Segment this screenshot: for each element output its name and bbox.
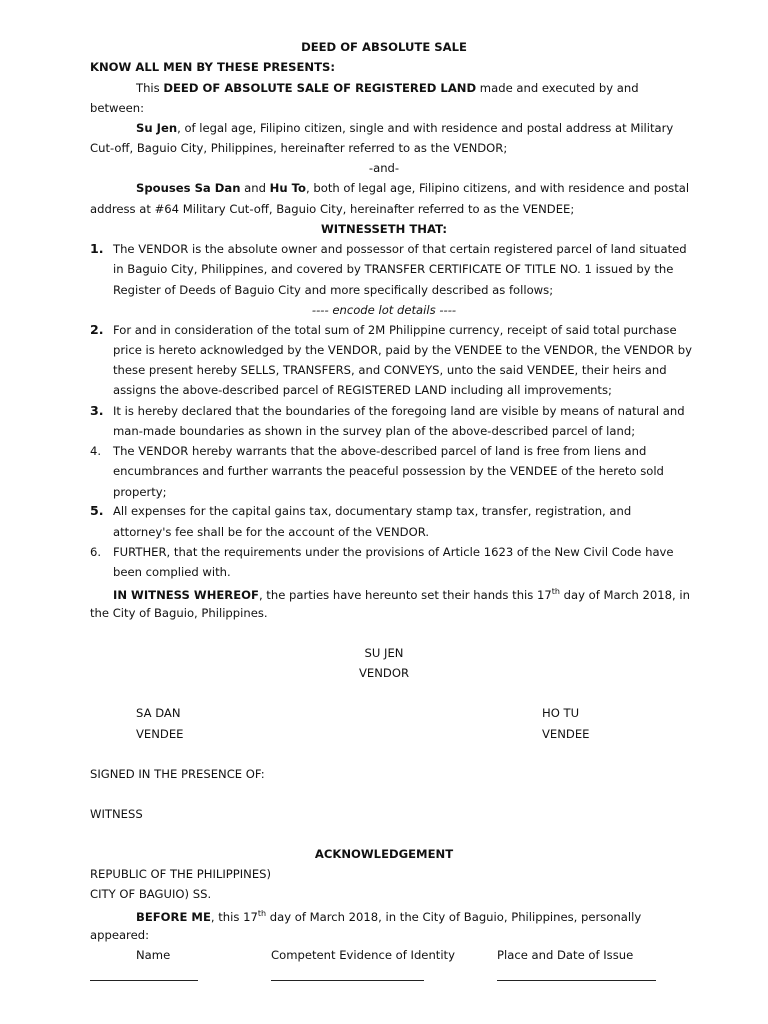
clause-line: All expenses for the capital gains tax, documentary stamp tax, transfer, registration, and (113, 504, 632, 518)
lot-details-placeholder: ---- encode lot details ---- (311, 303, 457, 317)
document-title: DEED OF ABSOLUTE SALE (301, 40, 467, 54)
clause-line: property; (113, 485, 167, 499)
vendee2-signatory-role: VENDEE (542, 727, 590, 741)
clause-line: attorney's fee shall be for the account of the VENDOR. (113, 525, 430, 539)
name-signature-line (90, 980, 198, 981)
clause-number: 5. (90, 503, 104, 518)
clause-line: Register of Deeds of Baguio City and more specifically described as follows; (113, 283, 554, 297)
in-witness-line-1: IN WITNESS WHEREOF, the parties have hereunto set their hands this 17th day of March 2018, in (113, 587, 690, 602)
acknowledgement-heading: ACKNOWLEDGEMENT (314, 847, 454, 861)
vendor-signatory-role: VENDOR (358, 666, 410, 680)
clause-line: It is hereby declared that the boundaries of the foregoing land are visible by means of natural and (113, 404, 685, 418)
witness-label: WITNESS (90, 807, 143, 821)
vendee2-signatory-name: HO TU (542, 706, 580, 720)
clause-number: 4. (90, 444, 102, 458)
clause-line: For and in consideration of the total sum of 2M Philippine currency, receipt of said total purchase (113, 323, 677, 337)
clause-line: FURTHER, that the requirements under the provisions of Article 1623 of the New Civil Code have (113, 545, 674, 559)
clause-line: assigns the above-described parcel of REGISTERED LAND including all improvements; (113, 383, 612, 397)
vendor-party-line-2: Cut-off, Baguio City, Philippines, hereinafter referred to as the VENDOR; (90, 141, 508, 155)
vendee-party-line-2: address at #64 Military Cut-off, Baguio City, hereinafter referred to as the VENDEE; (90, 202, 575, 216)
and-separator: -and- (368, 161, 400, 175)
clause-number: 2. (90, 322, 104, 337)
witnesseth-heading: WITNESSETH THAT: (321, 222, 447, 236)
vendee1-signatory-name: SA DAN (136, 706, 181, 720)
clause-line: been complied with. (113, 565, 231, 579)
clause-line: The VENDOR is the absolute owner and possessor of that certain registered parcel of land situated (113, 242, 687, 256)
appeared-label: appeared: (90, 928, 149, 942)
intro-line-2: between: (90, 101, 145, 115)
clause-line: encumbrances and further warrants the peaceful possession by the VENDEE of the hereto sold (113, 464, 664, 478)
clause-number: 1. (90, 241, 104, 256)
place-date-signature-line (497, 980, 656, 981)
clause-number: 3. (90, 403, 104, 418)
vendor-party-line-1: Su Jen, of legal age, Filipino citizen, single and with residence and postal address at Military (136, 121, 674, 135)
clause-line: in Baguio City, Philippines, and covered by TRANSFER CERTIFICATE OF TITLE NO. 1 issued by the (113, 262, 674, 276)
clause-line: price is hereto acknowledged by the VENDOR, paid by the VENDEE to the VENDOR, the VENDOR by (113, 343, 692, 357)
signed-presence-label: SIGNED IN THE PRESENCE OF: (90, 767, 265, 781)
clause-line: The VENDOR hereby warrants that the above-described parcel of land is free from liens and (113, 444, 647, 458)
vendee-party-line-1: Spouses Sa Dan and Hu To, both of legal age, Filipino citizens, and with residence and postal (136, 181, 690, 195)
venue-city: CITY OF BAGUIO) SS. (90, 887, 212, 901)
column-header-evidence: Competent Evidence of Identity (271, 948, 455, 962)
venue-republic: REPUBLIC OF THE PHILIPPINES) (90, 867, 272, 881)
before-me-line: BEFORE ME, this 17th day of March 2018, in the City of Baguio, Philippines, personally (136, 909, 642, 924)
clause-line: man-made boundaries as shown in the survey plan of the above-described parcel of land; (113, 424, 636, 438)
in-witness-line-2: the City of Baguio, Philippines. (90, 606, 268, 620)
intro-line-1: This DEED OF ABSOLUTE SALE OF REGISTERED LAND made and executed by and (136, 81, 639, 95)
vendor-signatory-name: SU JEN (364, 646, 404, 660)
clause-number: 6. (90, 545, 102, 559)
vendee1-signatory-role: VENDEE (136, 727, 184, 741)
intro-heading: KNOW ALL MEN BY THESE PRESENTS: (90, 60, 336, 74)
column-header-name: Name (136, 948, 171, 962)
column-header-place-date: Place and Date of Issue (497, 948, 634, 962)
clause-line: these present hereby SELLS, TRANSFERS, and CONVEYS, unto the said VENDEE, their heirs and (113, 363, 667, 377)
evidence-signature-line (271, 980, 424, 981)
